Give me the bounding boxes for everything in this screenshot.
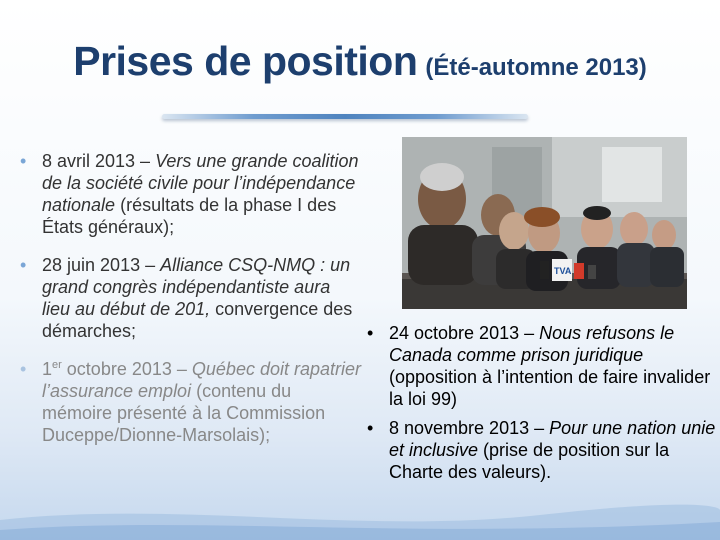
item-detail: (prise de position sur la Charte des valeurs). — [389, 440, 670, 482]
item-title: Pour une nation unie et inclusive — [389, 418, 716, 460]
list-item — [20, 254, 362, 342]
list-item — [20, 358, 362, 446]
item-date: 24 octobre 2013 – — [389, 323, 540, 343]
left-bullet-list — [20, 150, 362, 462]
item-title: Alliance CSQ-NMQ : un grand congrès indépendantiste aura lieu au début de 201, — [42, 255, 351, 319]
list-item — [367, 417, 717, 483]
item-date-prefix: 1 — [42, 359, 53, 379]
item-title: Québec doit rapatrier l’assurance emploi — [42, 359, 361, 401]
bullet-icon: • — [20, 151, 27, 171]
title-divider — [162, 114, 528, 119]
mic-label: TVA — [554, 266, 572, 276]
bullet-icon: • — [367, 323, 374, 343]
item-date: 8 avril 2013 – — [42, 151, 156, 171]
item-detail: (résultats de la phase I des États généraux); — [42, 195, 337, 237]
item-detail: convergence des démarches; — [42, 299, 353, 341]
press-conference-photo — [402, 137, 687, 309]
item-date: 28 juin 2013 – — [42, 255, 161, 275]
bullet-icon: • — [20, 359, 27, 379]
item-title: Nous refusons le Canada comme prison juridique — [389, 323, 675, 365]
item-date-sup: er — [52, 359, 62, 371]
bullet-icon: • — [20, 255, 27, 275]
item-date: 8 novembre 2013 – — [389, 418, 550, 438]
slide-title — [0, 38, 720, 85]
list-item — [367, 322, 717, 410]
decorative-wave — [0, 480, 720, 540]
right-bullet-list — [367, 322, 717, 490]
item-date: octobre 2013 – — [61, 359, 192, 379]
item-detail: (contenu du mémoire présenté à la Commission Duceppe/Dionne-Marsolais); — [42, 381, 326, 445]
item-title: Vers une grande coalition de la société civile pour l’indépendance nationale — [42, 151, 359, 215]
title-subtitle: (Été-automne 2013) — [425, 54, 647, 81]
list-item — [20, 150, 362, 238]
bullet-icon: • — [367, 418, 374, 438]
item-detail: (opposition à l’intention de faire invalider la loi 99) — [389, 367, 711, 409]
title-main: Prises de position — [73, 38, 418, 84]
